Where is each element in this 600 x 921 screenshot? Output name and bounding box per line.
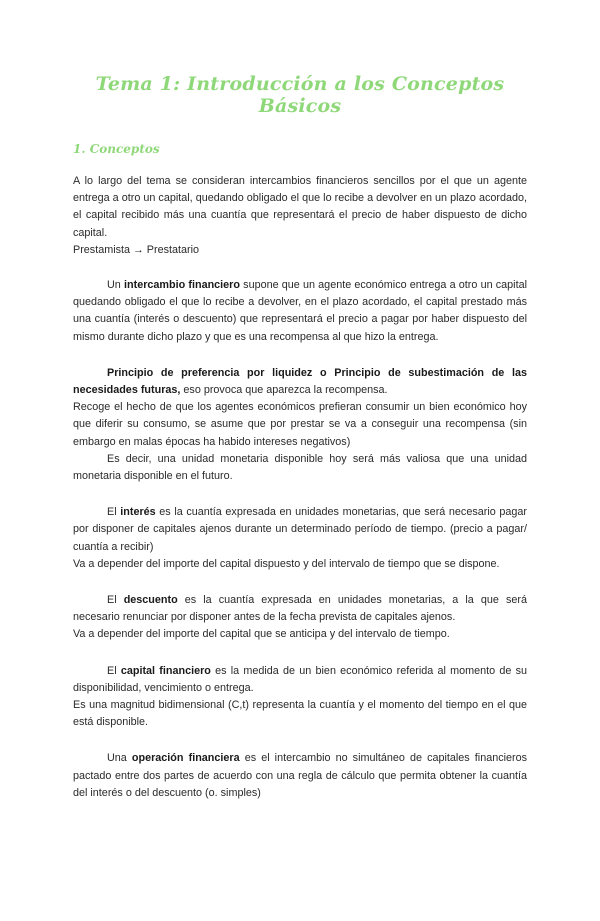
paragraph-magnitud: Es una magnitud bidimensional (C,t) representa la cuantía y el momento del tiempo en el que está disponible. [73,699,527,729]
text-fragment: El [107,664,121,677]
term-interes: interés [120,506,156,519]
text-fragment: El [107,594,124,607]
text-fragment: Un [107,279,124,292]
text-fragment: es la cuantía expresada en unidades monetarias, que será necesario pagar por disponer de capitales ajenos durante un determinado período de tiempo. (precio a pagar/ cuantía a recibir) [73,506,527,553]
term-descuento: descuento [123,594,178,607]
paragraph-descuento [73,592,527,626]
text-fragment: es la medida de un bien económico referida al momento de su disponibilidad, vencimiento o entrega. [73,664,527,694]
term-operacion-financiera: operación financiera [131,752,240,765]
term-capital-financiero: capital financiero [120,664,211,677]
text-fragment: El [107,506,121,519]
paragraph-operacion [73,750,527,802]
paragraph-interes [73,504,527,556]
document-page [0,73,600,921]
page-title: Tema 1: Introducción a los Conceptos Básicos [95,73,505,117]
section-heading: 1. Conceptos [73,142,160,156]
paragraph-recoge: Recoge el hecho de que los agentes económicos prefieran consumir un bien económico hoy que diferir su consumo, se asume que por prestar se va a conseguir una recompensa (sin embargo en malas épocas ha habido intereses negativos) [73,401,527,448]
paragraph-capital-financiero [73,663,527,697]
text-fragment: eso provoca que aparezca la recompensa. [180,384,388,397]
text-fragment: supone que un agente económico entrega a otro un capital quedando obligado el que lo recibe a devolver, en el plazo acordado, el capital prestado más una cuantía (interés o descuento) que representará el precio a pagar por haber dispuesto del mismo durante dicho plazo y que es una recompensa al que hizo la entrega. [73,279,527,343]
paragraph-es-decir: Es decir, una unidad monetaria disponible hoy será más valiosa que una unidad monetaria disponible en el futuro. [73,452,527,483]
text-fragment: Una [107,752,132,765]
term-intercambio-financiero: intercambio financiero [124,279,240,292]
paragraph-descuento-depende: Va a depender del importe del capital que se anticipa y del intervalo de tiempo. [73,628,450,641]
text-fragment: es la cuantía expresada en unidades monetarias, a la que será necesario renunciar por disponer antes de la fecha prevista de capitales ajenos. [73,594,528,624]
paragraph-principio [73,365,527,399]
text-fragment: es el intercambio no simultáneo de capitales financieros pactado entre dos partes de acuerdo con una regla de cálculo que permita obtener la cuantía del interés o del descuento (o. simples) [73,752,528,799]
paragraph-intro: A lo largo del tema se consideran intercambios financieros sencillos por el que un agente entrega a otro un capital, quedando obligado el que lo recibe a devolver en un plazo acordado, el capital recibido más una cuantía que representará el precio de haber dispuesto de dicho capital. [73,175,527,239]
paragraph-interes-depende: Va a depender del importe del capital dispuesto y del intervalo de tiempo que se dispone. [73,557,500,570]
paragraph-lender-borrower: Prestamista → Prestatario [73,243,200,256]
paragraph-intercambio [73,277,527,346]
term-principio-preferencia: Principio de preferencia por liquidez o Principio de subestimación de las necesidades futuras, [73,366,527,397]
